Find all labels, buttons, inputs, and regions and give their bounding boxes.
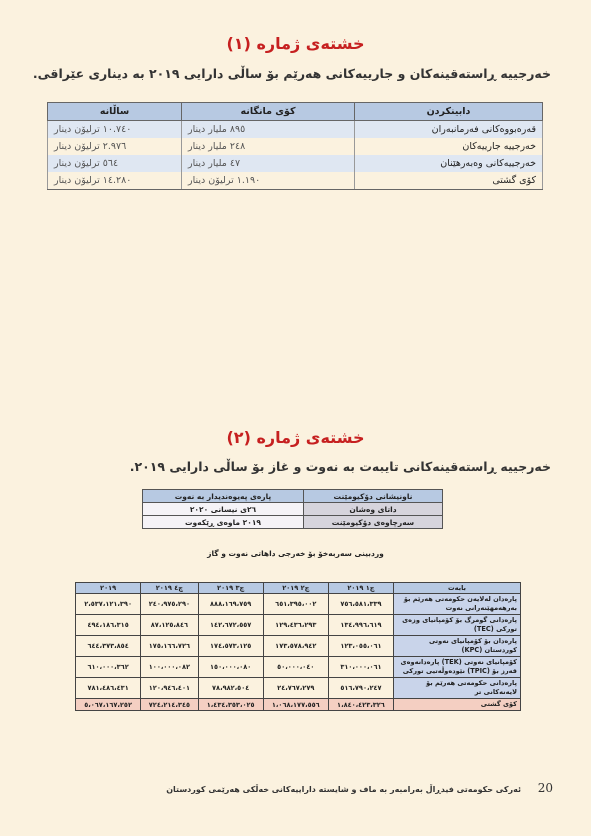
table-row (76, 615, 521, 636)
table-cell: پارەدان لەلایەن حکومەتی هەرێم بۆ بەرهەمهێنەرانی نەوت (394, 594, 521, 615)
table-cell: ٨٧،١٢٥،٨٤٦ (141, 615, 198, 636)
table-1-subtitle: خەرجییە ڕاستەقینەکان و جارییەکانی هەرێم بۆ ساڵی دارایی ٢٠١٩ بە دیناری عێراقی. (32, 66, 551, 81)
table-header-row (76, 583, 521, 594)
table-cell: ٢٠١٩ ماوەی ڕێکەوت (143, 516, 304, 529)
table-caption: وردبینی سەربەخۆ بۆ خەرجی داهاتی نەوت و گاز (207, 549, 384, 558)
table-cell: ١،٤٣٤،٣٥٣،٠٢٥ (198, 699, 263, 711)
table-cell: ٢٤،٧٦٧،٢٧٩ (263, 678, 328, 699)
table-row (76, 657, 521, 678)
table-1-title: خشتەی ژمارە (١) (226, 34, 365, 53)
table-cell: ١٢٩،٤٣٦،٢٩٣ (263, 615, 328, 636)
header-q3: چ٣ ٢٠١٩ (198, 583, 263, 594)
table-cell: ١٧٤،٥٧٣،١٢٥ (198, 636, 263, 657)
table-cell: خەرجییەکانی وەبەرهێنان (355, 155, 543, 172)
page-number: 20 (537, 781, 553, 795)
expenditure-table (47, 102, 543, 190)
table-row (48, 138, 543, 155)
table-cell: داتای وەشان (303, 503, 442, 516)
table-cell: ١،٠٦٨،١٧٧،٥٥٦ (263, 699, 328, 711)
header-q4: چ٤ ٢٠١٩ (141, 583, 198, 594)
table-cell: خەرجییە جارییەکان (355, 138, 543, 155)
table-cell: پارەدانی گومرگ بۆ کۆمپانیای وزەی تورکی (TEC) (394, 615, 521, 636)
table-row (76, 636, 521, 657)
table-cell: ٤٩٤،١٨٦،٣١٥ (76, 615, 141, 636)
table-cell: ١٤.٢٨٠ ترليۆن دينار (48, 172, 182, 190)
table-cell: ٨٩٥ مليار دينار (182, 121, 355, 139)
table-cell: پارەدانی حکومەتی هەرێم بۆ لایەنەکانی تر (394, 678, 521, 699)
table-cell: ١٣٤،٩٩٦،٦١٩ (328, 615, 393, 636)
table-2-title: خشتەی ژمارە (٢) (226, 428, 365, 447)
table-cell: ٢.٩٧٦ ترليۆن دينار (48, 138, 182, 155)
table-cell: کۆی گشتی (355, 172, 543, 190)
document-info-table (142, 489, 443, 529)
table-2-subtitle: خەرجییە ڕاستەقینەکانی تایبەت بە نەوت و غاز بۆ ساڵی دارایی ٢٠١٩. (129, 459, 551, 474)
table-cell: پارەدان بۆ کۆمپانیای نەوتی کوردستان (KPC) (394, 636, 521, 657)
table-cell: ٥٠،٠٠٠،٠٤٠ (263, 657, 328, 678)
table-cell: ٧٢٤،٢١٤،٣٤٥ (141, 699, 198, 711)
table-cell: ١٠.٧٤٠ ترليۆن دينار (48, 121, 182, 139)
table-cell: ٤٧ مليار دينار (182, 155, 355, 172)
table-row (76, 594, 521, 615)
table-cell: ٧٥٦،٥٨١،٣٣٩ (328, 594, 393, 615)
table-cell: ٣١٠،٠٠٠،٠٦١ (328, 657, 393, 678)
table-cell: ٢٤٠،٩٧٥،٢٩٠ (141, 594, 198, 615)
table-row (143, 516, 443, 529)
header-monthly: کۆی مانگانە (182, 103, 355, 121)
table-cell: ٦٥١،٣٩٥،٠٠٢ (263, 594, 328, 615)
page-footer: ئەرکی حکومەتی فیدڕاڵ بەرامبەر بە ماف و شایستە داراییەکانی خەڵکی هەرێمی کوردستان (166, 785, 521, 794)
table-cell: ١٧٣،٥٧٨،٩٤٢ (263, 636, 328, 657)
header-oil-money: پارەی پەیوەندیدار بە نەوت (143, 490, 304, 503)
oil-gas-expenditure-table (75, 582, 521, 711)
table-cell: ٦٤٤،٣٧٣،٨٥٤ (76, 636, 141, 657)
table-cell: سەرچاوەی دۆکیومێنت (303, 516, 442, 529)
table-cell: ٥٦٤ ترليۆن دينار (48, 155, 182, 172)
table-cell: ٥١٦،٧٩٠،٢٤٧ (328, 678, 393, 699)
table-cell: ١.١٩٠ ترليۆن دينار (182, 172, 355, 190)
table-row (48, 121, 543, 139)
header-provision: دابینکردن (355, 103, 543, 121)
table-cell: ١٧٥،١٦٦،٧٢٦ (141, 636, 198, 657)
table-cell: ٨٨٨،١٦٩،٧٥٩ (198, 594, 263, 615)
table-cell: ١٥٠،٠٠٠،٠٨٠ (198, 657, 263, 678)
header-item: بابەت (394, 583, 521, 594)
table-total-row (76, 699, 521, 711)
table-row (48, 155, 543, 172)
table-row (48, 172, 543, 190)
table-cell: ٥،٠٦٧،١٦٧،٢٥٢ (76, 699, 141, 711)
table-cell: ١٠٠،٠٠٠،٠٨٢ (141, 657, 198, 678)
header-year: ٢٠١٩ (76, 583, 141, 594)
table-cell: ٧٨١،٤٨٦،٤٣١ (76, 678, 141, 699)
header-doc-title: ناونیشانی دۆکیومێنت (303, 490, 442, 503)
table-cell: ٢٤٨ مليار دينار (182, 138, 355, 155)
table-cell: ١٢٠،٩٤٦،٤٠١ (141, 678, 198, 699)
table-cell: ١٤٢،٦٧٢،٥٥٧ (198, 615, 263, 636)
table-row (76, 678, 521, 699)
table-row (143, 503, 443, 516)
header-q1: چ١ ٢٠١٩ (328, 583, 393, 594)
table-cell: قەرەبووەکانی فەرمانبەران (355, 121, 543, 139)
table-cell: ١،٨٤٠،٤٢٣،٣٢٦ (328, 699, 393, 711)
table-header-row (143, 490, 443, 503)
header-yearly: ساڵانە (48, 103, 182, 121)
table-cell: ١٢٣،٠٥٥،٠٦١ (328, 636, 393, 657)
table-cell: کۆی گشتی (394, 699, 521, 711)
header-q2: چ٢ ٢٠١٩ (263, 583, 328, 594)
table-header-row (48, 103, 543, 121)
table-cell: کۆمپانیای نەوتی (TEK) پارەدانەوەی قەرز بۆ (TPIC) نێودەوڵەتیی تورکی (394, 657, 521, 678)
table-cell: ٢،٥٣٧،١٢١،٣٩٠ (76, 594, 141, 615)
table-cell: ٦١٠،٠٠٠،٣٦٢ (76, 657, 141, 678)
table-cell: ٧٨،٩٨٢،٥٠٤ (198, 678, 263, 699)
table-cell: ٢٦ی نیسانی ٢٠٢٠ (143, 503, 304, 516)
